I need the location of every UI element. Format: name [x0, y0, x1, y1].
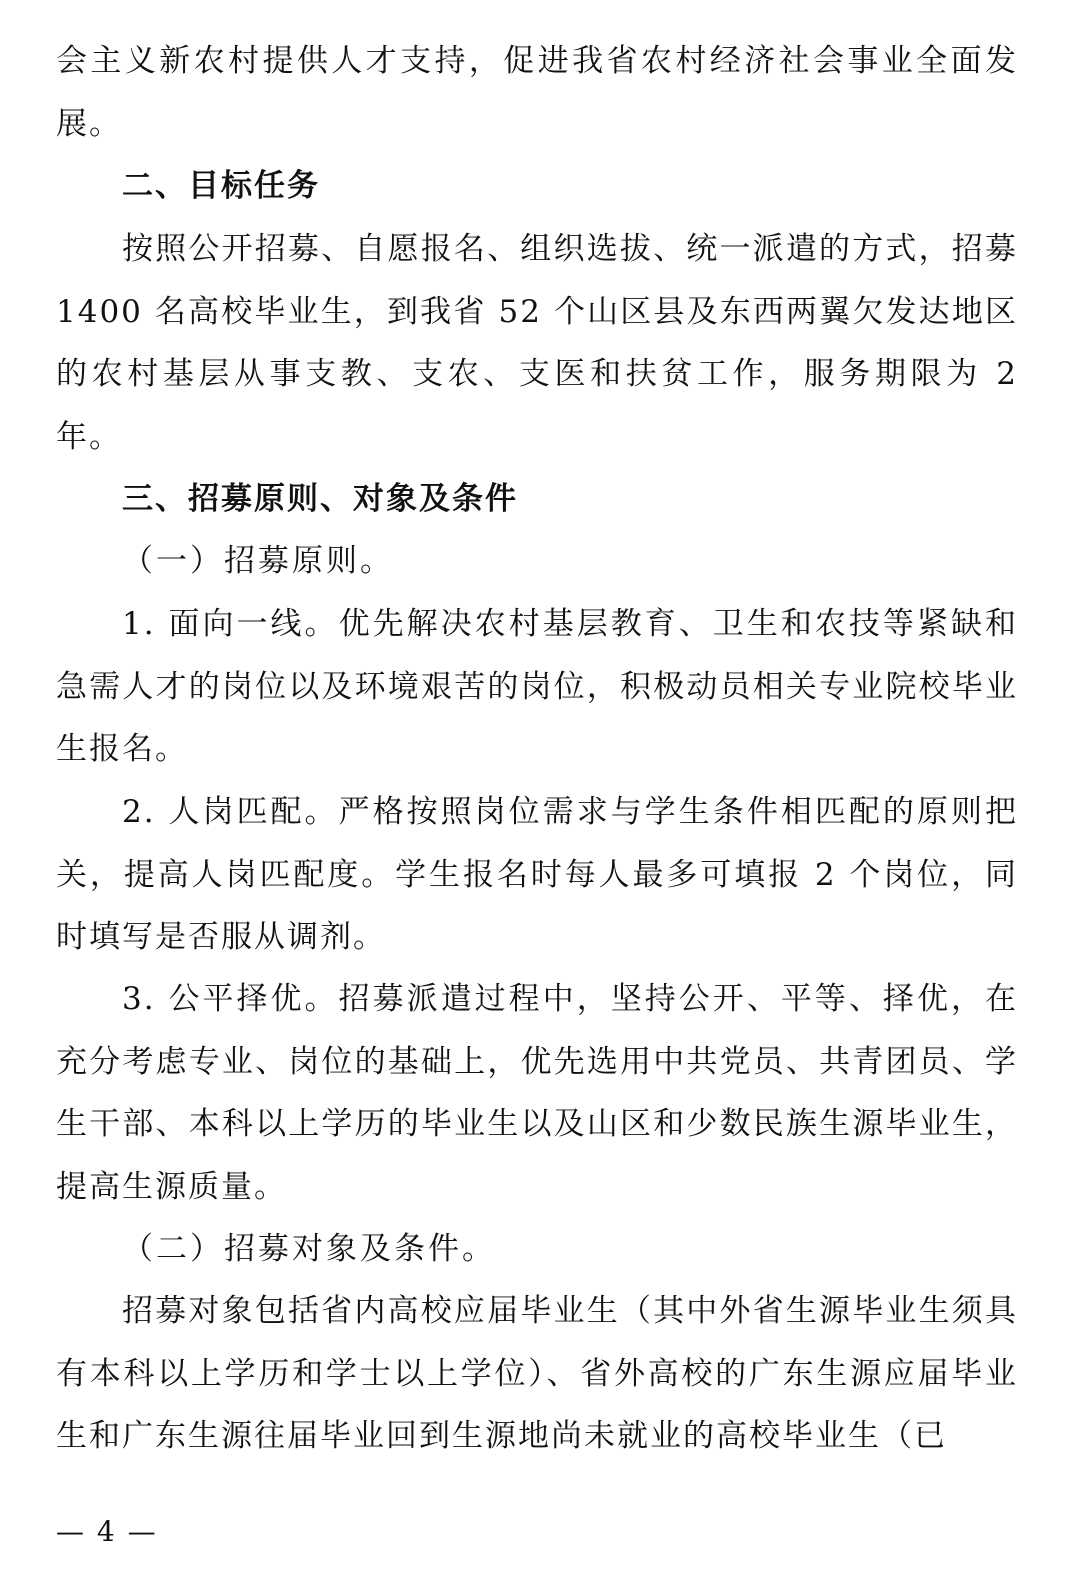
- section-heading-principles: 三、招募原则、对象及条件: [122, 481, 518, 517]
- page-number: — 4 —: [56, 1515, 158, 1548]
- paragraph-objectives: 按照公开招募、自愿报名、组织选拔、统一派遣的方式，招募 1400 名高校毕业生，到我省 52 个山区县及东西两翼欠发达地区的农村基层从事支教、支农、支医和扶贫工作，服务期限为 2 年。: [56, 231, 1018, 455]
- paragraph-targets: 招募对象包括省内高校应届毕业生（其中外省生源毕业生须具有本科以上学历和学士以上学位）、省外高校的广东生源应届毕业生和广东生源往届毕业回到生源地尚未就业的高校毕业生（已: [56, 1293, 1018, 1454]
- list-item-3: 3. 公平择优。招募派遣过程中，坚持公开、平等、择优，在充分考虑专业、岗位的基础上，优先选用中共党员、共青团员、学生干部、本科以上学历的毕业生以及山区和少数民族生源毕业生，提高生源质量。: [56, 981, 1018, 1205]
- list-item-1: 1. 面向一线。优先解决农村基层教育、卫生和农技等紧缺和急需人才的岗位以及环境艰苦的岗位，积极动员相关专业院校毕业生报名。: [56, 606, 1018, 767]
- list-item-2: 2. 人岗匹配。严格按照岗位需求与学生条件相匹配的原则把关，提高人岗匹配度。学生报名时每人最多可填报 2 个岗位，同时填写是否服从调剂。: [56, 794, 1018, 955]
- section-heading-objectives: 二、目标任务: [122, 168, 320, 204]
- paragraph-continued: 会主义新农村提供人才支持，促进我省农村经济社会事业全面发展。: [56, 43, 1018, 142]
- subheading-principles: （一）招募原则。: [122, 543, 394, 579]
- subheading-targets: （二）招募对象及条件。: [122, 1231, 496, 1267]
